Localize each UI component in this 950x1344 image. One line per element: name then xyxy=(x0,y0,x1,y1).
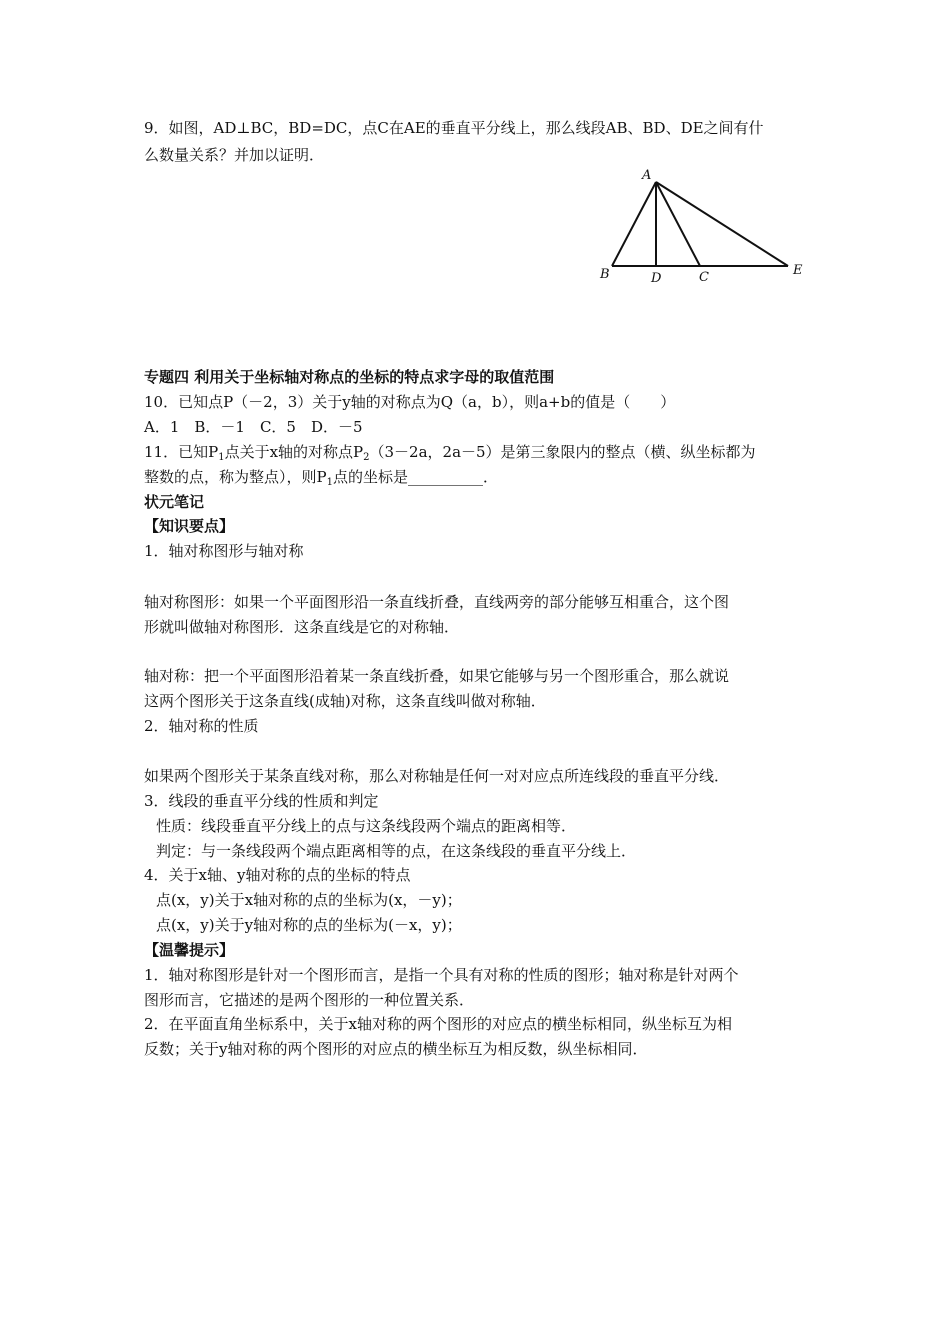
knowledge-header: 【知识要点】 xyxy=(144,517,235,535)
k3-property: 性质：线段垂直平分线上的点与这条线段两个端点的距离相等． xyxy=(156,817,577,835)
label-b: B xyxy=(600,267,610,282)
q11-text-e: 点的坐标是__________． xyxy=(332,468,498,486)
k3-title: 3．线段的垂直平分线的性质和判定 xyxy=(144,792,379,810)
q10-options: A．1 B．－1 C．5 D．－5 xyxy=(144,418,363,436)
k4-y-axis: 点(x，y)关于y轴对称的点的坐标为(－x，y)； xyxy=(156,916,462,934)
label-a: A xyxy=(642,168,652,183)
q11-text-b: 点关于x轴的对称点P xyxy=(224,443,364,461)
q11-line2 xyxy=(144,467,498,487)
q9-line1: 9．如图，AD⊥BC，BD=DC，点C在AE的垂直平分线上，那么线段AB、BD、DE之间有什 xyxy=(144,119,764,137)
label-d: D xyxy=(651,271,662,286)
q11-sub3: 1 xyxy=(326,477,333,488)
k2-p1: 如果两个图形关于某条直线对称，那么对称轴是任何一对对应点所连线段的垂直平分线． xyxy=(144,767,730,785)
q11-text-d: 整数的点，称为整点），则P xyxy=(144,468,327,486)
q11-text-a: 11．已知P xyxy=(144,443,219,461)
label-c: C xyxy=(699,270,709,285)
q11-text-c: （3－2a，2a－5）是第三象限内的整点（横、纵坐标都为 xyxy=(369,443,756,461)
k1-p2-line1: 轴对称：把一个平面图形沿着某一条直线折叠，如果它能够与另一个图形重合，那么就说 xyxy=(144,667,730,685)
q11-line1 xyxy=(144,442,756,462)
q11-sub1: 1 xyxy=(218,452,225,463)
k1-p2-line2: 这两个图形关于这条直线(成轴)对称，这条直线叫做对称轴． xyxy=(144,692,546,710)
k4-title: 4．关于x轴、y轴对称的点的坐标的特点 xyxy=(144,866,411,884)
segment-ab xyxy=(612,182,656,266)
segment-ae xyxy=(656,182,788,266)
q9-line2: 么数量关系？并加以证明． xyxy=(144,146,325,164)
k2-title: 2．轴对称的性质 xyxy=(144,717,259,735)
triangle-figure xyxy=(590,160,820,295)
k1-title: 1．轴对称图形与轴对称 xyxy=(144,542,304,560)
k1-p1-line2: 形就叫做轴对称图形．这条直线是它的对称轴． xyxy=(144,618,460,636)
q10-stem: 10．已知点P（－2，3）关于y轴的对称点为Q（a，b），则a+b的值是（ ） xyxy=(144,393,676,411)
topic4-title: 专题四 利用关于坐标轴对称点的坐标的特点求字母的取值范围 xyxy=(144,368,555,386)
tip1-line1: 1．轴对称图形是针对一个图形而言，是指一个具有对称的性质的图形；轴对称是针对两个 xyxy=(144,966,739,984)
tip2-line1: 2．在平面直角坐标系中，关于x轴对称的两个图形的对应点的横坐标相同，纵坐标互为相 xyxy=(144,1015,733,1033)
segment-ac xyxy=(656,182,700,266)
k3-judgement: 判定：与一条线段两个端点距离相等的点，在这条线段的垂直平分线上． xyxy=(156,842,637,860)
q11-sub2: 2 xyxy=(363,452,370,463)
tip2-line2: 反数；关于y轴对称的两个图形的对应点的横坐标互为相反数，纵坐标相同． xyxy=(144,1040,648,1058)
notes-title: 状元笔记 xyxy=(144,493,205,511)
label-e: E xyxy=(793,263,803,278)
tip1-line2: 图形而言，它描述的是两个图形的一种位置关系． xyxy=(144,991,475,1009)
k1-p1-line1: 轴对称图形：如果一个平面图形沿一条直线折叠，直线两旁的部分能够互相重合，这个图 xyxy=(144,593,730,611)
k4-x-axis: 点(x，y)关于x轴对称的点的坐标为(x，－y)； xyxy=(156,891,462,909)
tips-header: 【温馨提示】 xyxy=(144,941,235,959)
